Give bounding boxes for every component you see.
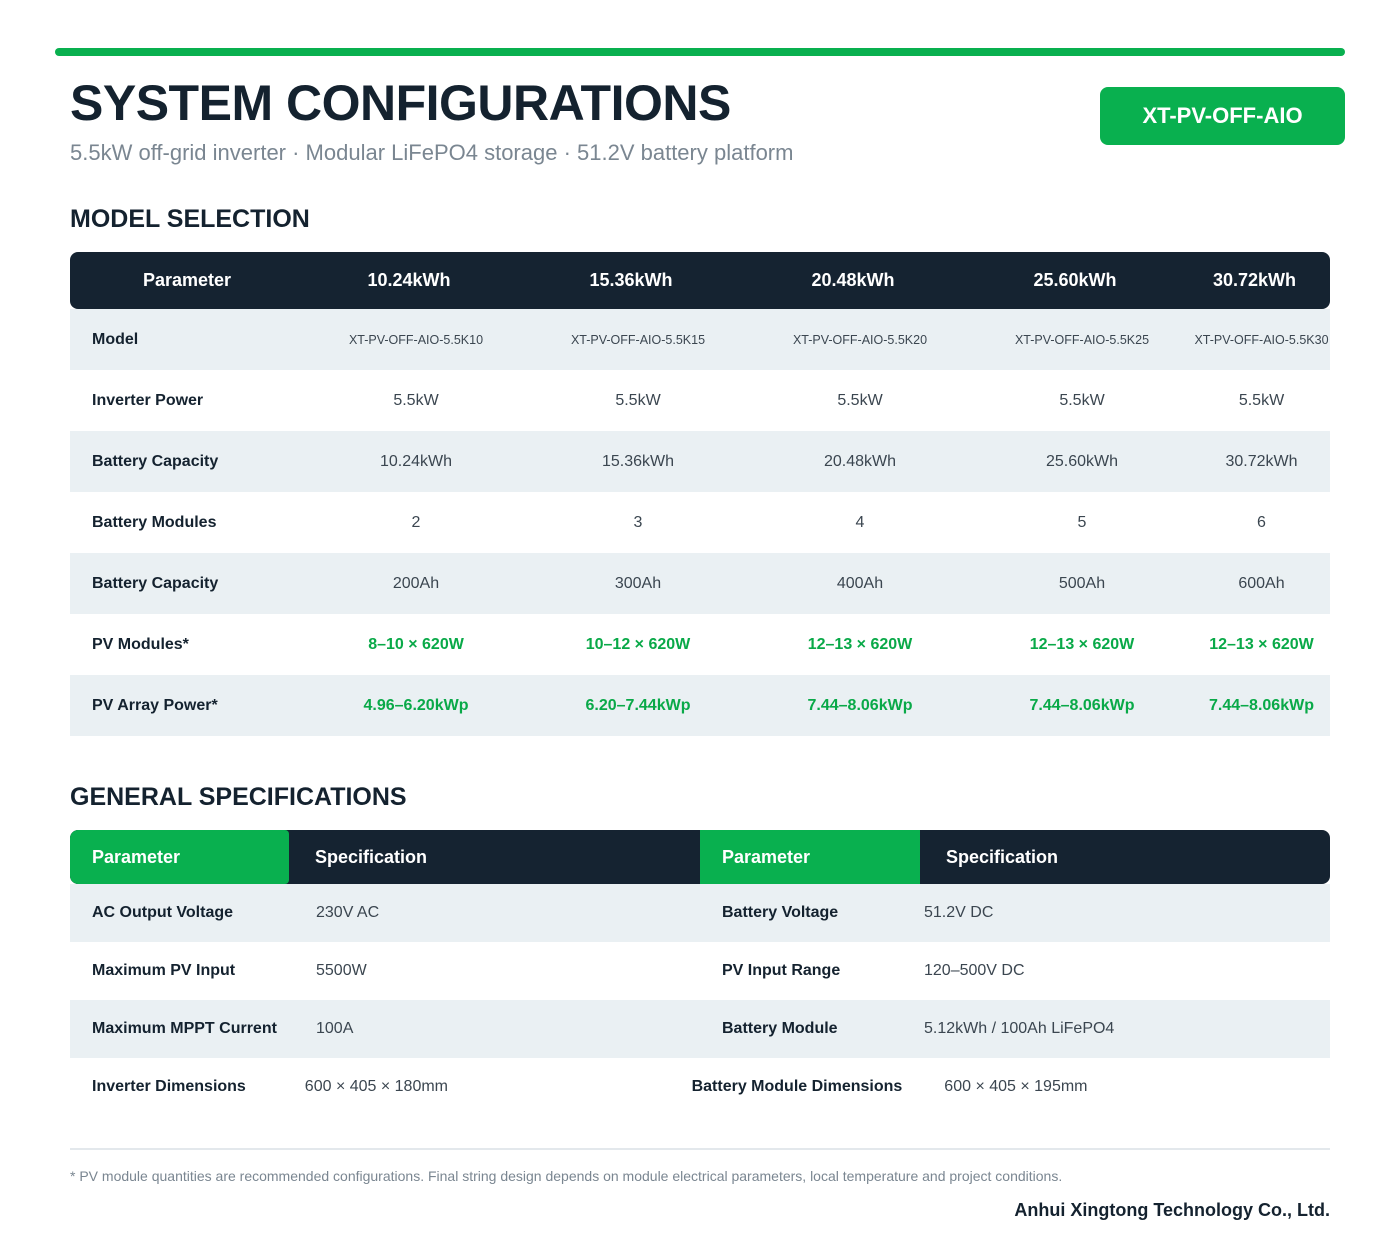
table-row [70,1058,1330,1116]
table-cell: 2 [411,513,421,531]
table-cell: XT-PV-OFF-AIO-5.5K15 [570,332,706,347]
row-label: PV Array Power* [92,696,218,714]
table-cell: 5.5kW [393,391,439,409]
table-row [70,884,1330,942]
table-cell: 500Ah [1058,574,1106,592]
company-name: Anhui Xingtong Technology Co., Ltd. [1014,1200,1330,1220]
table-cell: 4.96–6.20kWp [363,696,469,714]
page-title: SYSTEM CONFIGURATIONS [70,75,731,131]
row-label: Battery Modules [92,513,217,531]
table-cell: 12–13 × 620W [807,635,913,653]
table-cell: 5.5kW [615,391,661,409]
column-header: 15.36kWh [589,270,673,290]
table-cell: 7.44–8.06kWp [1209,696,1314,714]
column-header: 10.24kWh [367,270,451,290]
model-selection-table [70,252,1330,736]
table-cell: 300Ah [614,574,662,592]
param-label: Battery Voltage [722,904,839,921]
table-cell: 10–12 × 620W [585,635,691,653]
table-cell: 4 [855,513,865,531]
row-label: Battery Capacity [92,452,219,470]
table-cell: 5.5kW [1238,391,1285,409]
series-badge: XT-PV-OFF-AIO [1100,87,1345,145]
table-cell: XT-PV-OFF-AIO-5.5K25 [1014,332,1150,347]
table-cell: 15.36kWh [601,452,675,470]
param-label: Maximum MPPT Current [92,1020,277,1037]
row-label: Battery Capacity [92,574,219,592]
table-cell: 3 [633,513,643,531]
spec-value: 120–500V DC [924,962,1025,979]
param-label: Inverter Dimensions [92,1078,246,1095]
footnote: * PV module quantities are recommended configurations. Final string design depends on module electrical parameters, local temperature and project conditions. [70,1168,1063,1184]
table-cell: 12–13 × 620W [1209,635,1314,653]
table-cell: 400Ah [836,574,884,592]
column-header: 25.60kWh [1033,270,1117,290]
param-label: Battery Module [722,1020,838,1037]
param-label: Battery Module Dimensions [691,1078,903,1095]
spec-value: 600 × 405 × 195mm [944,1078,1088,1095]
table-cell: XT-PV-OFF-AIO-5.5K20 [792,332,928,347]
table-cell: 6 [1257,513,1266,531]
general-specifications-table [70,830,1330,1116]
accent-bar [55,48,1345,56]
table-cell: 600Ah [1238,574,1285,592]
spec-value: 100A [316,1020,354,1037]
page-subtitle: 5.5kW off-grid inverter · Modular LiFePO4 storage · 51.2V battery platform [70,140,794,165]
table-header-row [70,830,1330,884]
table-cell: 5 [1077,513,1087,531]
column-header: Parameter [700,830,920,884]
row-label: Model [92,330,139,348]
spec-value: 51.2V DC [924,904,994,921]
column-header: 20.48kWh [811,270,895,290]
table-row [70,431,1330,492]
table-row [70,370,1330,431]
table-cell: 5.5kW [837,391,883,409]
table-cell: 6.20–7.44kWp [585,696,691,714]
spec-value: 600 × 405 × 180mm [304,1078,449,1095]
table-cell: 8–10 × 620W [368,635,464,653]
table-row [70,675,1330,736]
spec-value: 230V AC [316,904,380,921]
table-cell: XT-PV-OFF-AIO-5.5K10 [348,332,484,347]
table-cell: 25.60kWh [1045,452,1119,470]
model-selection-title: MODEL SELECTION [70,205,310,233]
table-cell: 20.48kWh [823,452,897,470]
table-cell: XT-PV-OFF-AIO-5.5K30 [1194,332,1329,347]
column-header: Specification [946,846,1059,867]
table-row [70,942,1330,1000]
column-header: Parameter [142,270,232,290]
column-header: 30.72kWh [1212,270,1297,290]
row-label: Inverter Power [92,391,204,409]
column-header: Parameter [70,830,289,884]
footer-divider [70,1148,1330,1150]
table-row [70,1000,1330,1058]
table-row [70,309,1330,370]
spec-value: 5500W [316,962,367,979]
general-specifications-title: GENERAL SPECIFICATIONS [70,783,407,811]
table-cell: 200Ah [392,574,440,592]
spec-value: 5.12kWh / 100Ah LiFePO4 [924,1020,1115,1037]
param-label: Maximum PV Input [92,962,236,979]
table-cell: 30.72kWh [1225,452,1298,470]
table-cell: 10.24kWh [379,452,453,470]
table-row [70,614,1330,675]
table-cell: 7.44–8.06kWp [807,696,913,714]
table-cell: 12–13 × 620W [1029,635,1135,653]
column-header: Specification [315,846,428,867]
param-label: AC Output Voltage [92,904,234,921]
table-cell: 5.5kW [1059,391,1105,409]
param-label: PV Input Range [722,962,841,979]
table-row [70,492,1330,553]
table-cell: 7.44–8.06kWp [1029,696,1135,714]
table-header-row [70,252,1330,309]
row-label: PV Modules* [92,635,189,653]
table-row [70,553,1330,614]
